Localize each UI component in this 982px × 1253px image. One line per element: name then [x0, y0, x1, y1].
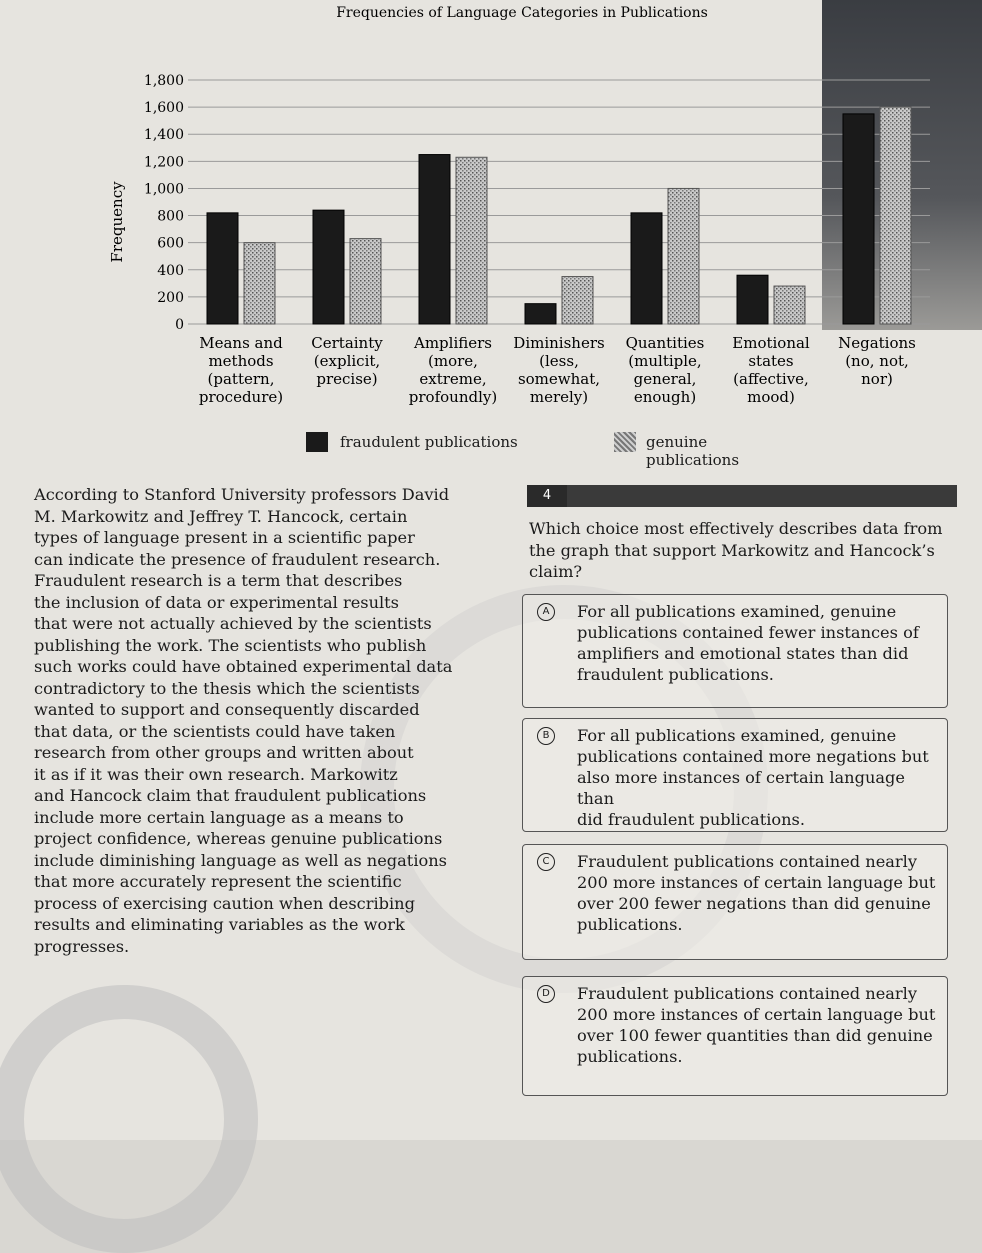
answer-option-d[interactable] — [522, 976, 948, 1096]
option-line: also more instances of certain language than — [577, 768, 905, 808]
option-letter-d: D — [537, 985, 555, 1003]
option-line: over 200 fewer negations than did genuine — [577, 894, 931, 913]
option-c-text — [577, 851, 937, 935]
bar-fraudulent — [313, 210, 344, 324]
option-d-text — [577, 983, 937, 1067]
option-line: 200 more instances of certain language but — [577, 873, 936, 892]
option-line: over 100 fewer quantities than did genuine — [577, 1026, 933, 1045]
option-line: Fraudulent publications contained nearly — [577, 984, 917, 1003]
bar-fraudulent — [207, 213, 238, 324]
passage-line: wanted to support and consequently discarded — [34, 700, 420, 719]
passage-line: can indicate the presence of fraudulent research. — [34, 549, 441, 569]
y-tick-label: 800 — [157, 208, 184, 225]
passage-line: process of exercising caution when describing — [34, 893, 415, 913]
option-a-text — [577, 601, 937, 685]
chart-title: Frequencies of Language Categories in Publications — [336, 5, 708, 21]
passage-line: that were not actually achieved by the scientists — [34, 614, 432, 633]
passage-line: such works could have obtained experimental data — [34, 657, 453, 676]
legend-label-genuine: genuine publications — [646, 433, 740, 469]
y-tick-label: 1,000 — [143, 181, 184, 198]
x-tick-label: Certainty (explicit, precise) — [311, 334, 383, 388]
passage-line: M. Markowitz and Jeffrey T. Hancock, certain — [34, 506, 408, 526]
y-tick-label: 1,200 — [143, 154, 184, 171]
bar-genuine — [350, 239, 381, 324]
watermark-letter-c — [0, 985, 258, 1253]
passage-line: According to Stanford University professors David — [34, 485, 450, 504]
passage-line: the inclusion of data or experimental results — [34, 592, 399, 612]
option-b-text — [577, 725, 937, 830]
bar-genuine — [562, 277, 593, 324]
option-letter-a: A — [537, 603, 555, 621]
y-tick-label: 600 — [157, 235, 184, 252]
option-line: publications contained fewer instances of — [577, 623, 919, 642]
passage-line: that data, or the scientists could have taken — [34, 721, 396, 741]
y-axis-label: Frequency — [108, 181, 126, 263]
bar-fraudulent — [631, 213, 662, 324]
x-tick-label: Negations (no, not, nor) — [838, 334, 916, 388]
legend-swatch-genuine — [614, 432, 636, 452]
option-letter-c: C — [537, 853, 555, 871]
bar-fraudulent — [419, 155, 450, 324]
reading-passage — [34, 484, 504, 957]
y-tick-label: 400 — [157, 262, 184, 279]
answer-option-c[interactable] — [522, 844, 948, 960]
passage-line: contradictory to the thesis which the scientists — [34, 678, 420, 698]
question-header-bar — [567, 485, 957, 507]
prompt-line: the graph that support Markowitz and Hancock’s — [529, 540, 935, 560]
passage-line: publishing the work. The scientists who publish — [34, 635, 427, 655]
passage-line: that more accurately represent the scientific — [34, 872, 402, 891]
passage-line: and Hancock claim that fraudulent publications — [34, 786, 427, 805]
bar-genuine — [244, 243, 275, 324]
option-line: fraudulent publications. — [577, 665, 774, 684]
option-line: For all publications examined, genuine — [577, 602, 897, 621]
x-tick-label: Diminishers (less, somewhat, merely) — [513, 334, 605, 406]
prompt-line: claim? — [529, 562, 583, 581]
passage-line: include diminishing language as well as negations — [34, 850, 447, 870]
passage-line: include more certain language as a means to — [34, 807, 404, 827]
passage-line: Fraudulent research is a term that describes — [34, 571, 403, 590]
answer-option-b[interactable] — [522, 718, 948, 832]
bar-fraudulent — [737, 275, 768, 324]
prompt-line: Which choice most effectively describes data from — [529, 519, 943, 538]
bar-chart — [0, 0, 982, 420]
option-line: For all publications examined, genuine — [577, 726, 897, 745]
bar-genuine — [880, 107, 911, 324]
y-tick-label: 1,400 — [143, 127, 184, 144]
x-tick-label: Emotional states (affective, mood) — [732, 334, 810, 406]
y-tick-label: 1,600 — [143, 100, 184, 117]
y-tick-label: 1,800 — [143, 73, 184, 89]
legend-swatch-fraudulent — [306, 432, 328, 452]
y-tick-label: 0 — [175, 317, 184, 333]
question-number: 4 — [527, 485, 567, 507]
option-line: did fraudulent publications. — [577, 810, 806, 829]
option-line: amplifiers and emotional states than did — [577, 644, 909, 663]
bar-genuine — [668, 188, 699, 324]
bar-fraudulent — [843, 114, 874, 324]
bar-fraudulent — [525, 304, 556, 324]
option-line: publications. — [577, 915, 683, 934]
bar-genuine — [774, 286, 805, 324]
answer-option-a[interactable] — [522, 594, 948, 708]
x-tick-label: Means and methods (pattern, procedure) — [198, 334, 284, 406]
chart-legend — [300, 430, 800, 469]
passage-line: it as if it was their own research. Markowitz — [34, 764, 398, 784]
option-line: Fraudulent publications contained nearly — [577, 852, 917, 871]
bar-genuine — [456, 157, 487, 324]
passage-line: results and eliminating variables as the work — [34, 915, 405, 934]
passage-line: research from other groups and written about — [34, 743, 414, 762]
passage-line: project confidence, whereas genuine publications — [34, 829, 443, 848]
x-tick-label: Amplifiers (more, extreme, profoundly) — [408, 334, 498, 406]
x-tick-label: Quantities (multiple, general, enough) — [625, 334, 705, 406]
option-line: publications. — [577, 1047, 683, 1066]
passage-line: types of language present in a scientific paper — [34, 528, 415, 547]
option-line: publications contained more negations but — [577, 747, 929, 766]
passage-line: progresses. — [34, 936, 130, 956]
question-prompt — [529, 518, 949, 583]
option-letter-b: B — [537, 727, 555, 745]
option-line: 200 more instances of certain language but — [577, 1005, 936, 1024]
y-tick-label: 200 — [157, 289, 184, 306]
legend-label-fraudulent: fraudulent publications — [340, 433, 518, 451]
